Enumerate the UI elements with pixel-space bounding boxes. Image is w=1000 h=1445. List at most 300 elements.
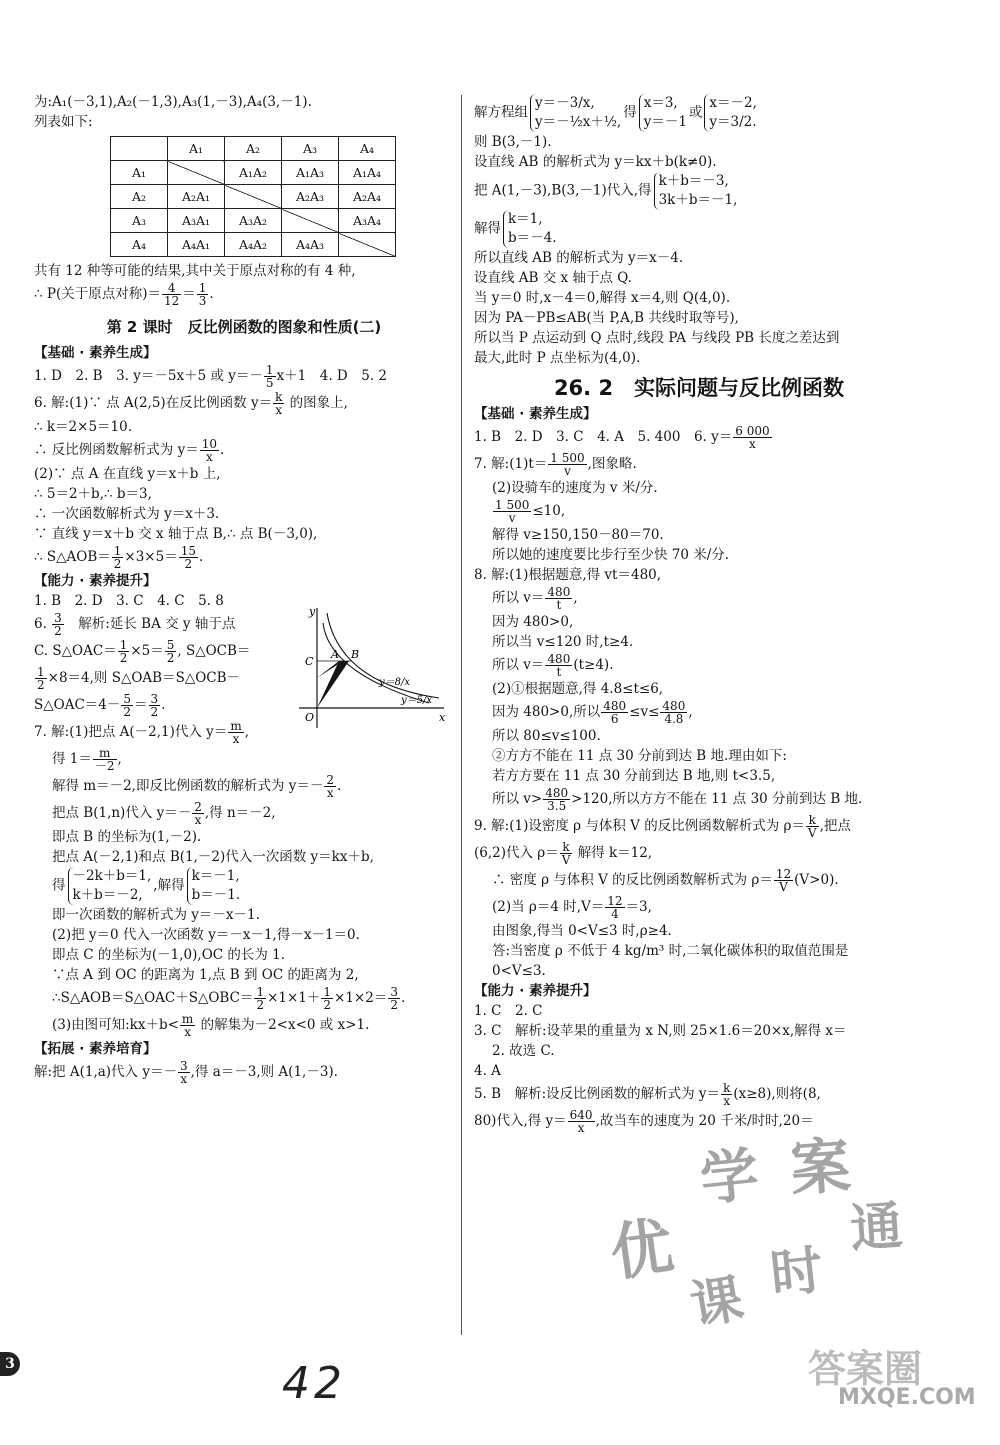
denominator: 5 — [265, 376, 274, 390]
text: 9. 解:(1)设密度 ρ 与体积 V 的反比例函数解析式为 ρ＝ — [474, 818, 805, 834]
text: ×5＝ — [130, 643, 164, 659]
text: 把 A(1,－3),B(3,－1)代入,得 — [474, 182, 652, 199]
stamp-char: 优 — [605, 1208, 678, 1290]
solution-line: 0<V≤3. — [492, 963, 546, 979]
numerator: 10 — [201, 437, 217, 451]
denominator: x — [577, 1121, 585, 1135]
denominator: 2 — [184, 557, 193, 571]
fraction — [112, 545, 124, 570]
fraction — [273, 391, 284, 416]
table-cell: A₂ — [111, 185, 168, 209]
text: 所以 v＝ — [492, 590, 545, 606]
solution-line: 解得 v≥150,150－80＝70. — [492, 527, 664, 543]
fraction — [601, 700, 628, 725]
fraction — [121, 693, 133, 718]
text-line: 列表如下: — [34, 114, 93, 130]
numerator: k — [275, 390, 283, 404]
text: 1. D 2. B 3. y＝－5x＋5 或 y＝－ — [34, 368, 263, 384]
text: 解得 k＝12, — [573, 845, 653, 861]
text: ∴ P(关于原点对称)＝ — [34, 286, 161, 302]
equation: y＝－3/x, — [535, 95, 595, 111]
text: 解得 — [474, 220, 501, 237]
table-row — [111, 233, 396, 257]
text: , — [117, 751, 122, 767]
fraction — [178, 1060, 190, 1085]
denominator: 2 — [54, 624, 62, 638]
hyperbola-graph — [289, 603, 449, 733]
table-cell: A₄ — [111, 233, 168, 257]
text: , — [244, 724, 249, 740]
numerator: 3 — [150, 692, 159, 706]
text: ＝3, — [625, 899, 652, 915]
table-cell: A₃A₄ — [339, 209, 396, 233]
text: ＝ — [182, 286, 196, 302]
text: 的图象上, — [285, 395, 348, 411]
watermark-logo: 答案圈 — [808, 1347, 923, 1391]
answer-line: 1. C 2. C — [474, 1003, 543, 1019]
text: ,解得 — [153, 877, 185, 894]
numerator: 3 — [179, 1059, 188, 1073]
solution-line — [34, 390, 454, 417]
text: , — [573, 590, 578, 606]
solution-line: ∴ 一次函数解析式为 y＝x＋3. — [34, 506, 220, 522]
equation-system — [654, 172, 738, 210]
text: (t≥4). — [573, 657, 614, 673]
numerator: 1 — [323, 985, 332, 999]
text: ,得 a＝－3,则 A(1,－3). — [190, 1064, 338, 1080]
denominator: 2 — [150, 705, 159, 719]
numerator: m — [181, 1012, 194, 1026]
fraction — [200, 438, 219, 463]
numerator: 3 — [390, 985, 398, 999]
table-cell: A₄A₁ — [168, 233, 225, 257]
fraction — [162, 282, 181, 307]
table-cell: A₄A₃ — [282, 233, 339, 257]
denominator: x — [184, 1025, 191, 1039]
numerator: m — [230, 719, 242, 733]
section-heading: 【基础 · 素养生成】 — [474, 406, 597, 422]
table-cell-diagonal — [282, 209, 339, 233]
equation: k＝1, — [508, 211, 543, 227]
fraction — [197, 282, 209, 307]
origin-label: O — [305, 711, 315, 724]
answer-line — [474, 424, 924, 451]
text: 因为 480>0,所以 — [492, 704, 601, 720]
curve-label-5: y＝5/x — [401, 695, 433, 706]
fraction — [118, 639, 130, 664]
equation: －2k＋b＝1, — [72, 868, 152, 884]
table-cell-diagonal — [168, 161, 225, 185]
solution-line: 设直线 AB 交 x 轴于点 Q. — [474, 270, 632, 286]
text: . — [161, 697, 166, 713]
denominator: x — [194, 813, 202, 827]
fraction — [774, 868, 793, 893]
text: ≤v≤ — [629, 704, 660, 720]
text: ∴ 反比例函数解析式为 y＝ — [34, 442, 199, 458]
denominator: 2 — [323, 998, 332, 1012]
solution-line: (2)∵ 点 A 在直线 y＝x＋b 上, — [34, 466, 221, 482]
equation: k＋b＝－2, — [72, 887, 143, 903]
solution-line: (2)把 y＝0 代入一次函数 y＝－x－1,得－x－1＝0. — [52, 927, 360, 943]
text: ,故当车的速度为 20 千米/时时,20＝ — [595, 1113, 814, 1129]
solution-line: 设直线 AB 的解析式为 y＝kx＋b(k≠0). — [474, 154, 717, 170]
numerator: 12 — [607, 894, 623, 908]
table-cell: A₁ — [111, 161, 168, 185]
text: ∴ S△AOB＝ — [34, 549, 111, 565]
text: 把点 B(1,n)代入 y＝－ — [52, 805, 192, 821]
solution-line: ∴ k＝2×5＝10. — [34, 419, 133, 435]
text: 得 — [623, 104, 637, 121]
point-b-label: B — [351, 648, 360, 661]
denominator: x — [275, 403, 283, 417]
outcome-table — [110, 136, 396, 257]
fraction — [733, 425, 771, 450]
denominator: t — [556, 598, 562, 612]
solution-line — [474, 699, 924, 726]
section-heading: 【能力 · 素养提升】 — [34, 573, 157, 589]
fraction — [324, 774, 336, 799]
fraction — [605, 895, 624, 920]
answer-line — [474, 1081, 924, 1108]
point-a-label: A — [331, 648, 339, 661]
table-cell: A₁A₄ — [339, 161, 396, 185]
denominator: x — [326, 786, 334, 800]
equation: 3k＋b＝－1, — [658, 192, 738, 208]
fraction — [543, 787, 570, 812]
text: 得 — [52, 877, 66, 894]
text: ∴ 密度 ρ 与体积 V 的反比例函数解析式为 ρ＝ — [492, 872, 773, 888]
denominator: v — [508, 511, 516, 525]
fraction — [548, 452, 586, 477]
text: 7. 解:(1)把点 A(－2,1)代入 y＝ — [34, 724, 228, 740]
solution-line — [474, 585, 924, 612]
table-cell: A₄ — [339, 137, 396, 161]
fraction — [806, 814, 819, 839]
solution-line: 所以当 P 点运动到 Q 点时,线段 PA 与线段 PB 长度之差达到 — [474, 330, 840, 346]
fraction — [321, 986, 333, 1011]
solution-line: 则 B(3,－1). — [474, 134, 552, 150]
page-number: 3 — [0, 1352, 20, 1376]
fraction — [721, 1082, 732, 1107]
text: (3)由图可知:kx＋b< — [52, 1017, 179, 1033]
fraction — [35, 666, 47, 691]
fraction — [165, 639, 177, 664]
equation-system — [187, 867, 241, 905]
equation: k＝－1, — [191, 868, 240, 884]
section-heading: 【拓展 · 素养培育】 — [34, 1041, 157, 1057]
equation: y＝－1 — [643, 114, 687, 130]
numerator: 1 — [113, 544, 122, 558]
lesson-title: 第 2 课时 反比例函数的图象和性质(二) — [106, 318, 382, 336]
solution-line — [34, 867, 454, 905]
denominator: 2 — [123, 705, 132, 719]
numerator: k — [723, 1081, 731, 1095]
solution-line — [34, 437, 454, 464]
answer-line: 4. A — [474, 1063, 501, 1079]
numerator: 480 — [603, 699, 627, 713]
table-cell: A₁ — [168, 137, 225, 161]
equation: y＝3/2. — [709, 114, 757, 130]
solution-line — [34, 1059, 454, 1086]
equation-system — [503, 210, 557, 248]
equation: x＝－2, — [709, 95, 757, 111]
answer-line — [474, 1108, 924, 1135]
text: 所以 v＝ — [492, 657, 545, 673]
solution-line — [474, 840, 924, 867]
numerator: 15 — [180, 544, 196, 558]
text: 得 1＝ — [52, 751, 92, 767]
text: >120,所以方方不能在 11 点 30 分前到达 B 地. — [571, 791, 863, 807]
denominator: －2 — [94, 759, 115, 773]
equation-system — [704, 94, 757, 132]
table-cell: A₁A₂ — [225, 161, 282, 185]
answer-line — [34, 363, 454, 390]
solution-line: ∵ 直线 y＝x＋b 交 x 轴于点 B,∴ 点 B(－3,0), — [34, 526, 318, 542]
text: ×1×1＋ — [267, 990, 321, 1006]
chapter-title: 26. 2 实际问题与反比例函数 — [553, 376, 845, 400]
text: (2)当 ρ＝4 时,V＝ — [492, 899, 605, 915]
equation: b＝－4. — [508, 230, 557, 246]
solution-line: 所以当 v≤120 时,t≥4. — [492, 634, 634, 650]
fraction — [149, 693, 161, 718]
solution-line: 把点 A(－2,1)和点 B(1,－2)代入一次函数 y＝kx＋b, — [52, 849, 374, 865]
solution-line: ∵点 A 到 OC 的距离为 1,点 B 到 OC 的距离为 2, — [52, 967, 359, 983]
solution-line: 答:当密度 ρ 不低于 4 kg/m³ 时,二氧化碳体积的取值范围是 — [492, 943, 849, 959]
numerator: 1 — [265, 363, 274, 377]
section-heading: 【能力 · 素养提升】 — [474, 983, 597, 999]
numerator: 1 500 — [550, 451, 585, 465]
text: ＝ — [134, 697, 148, 713]
stamp-char: 案 — [787, 1130, 853, 1205]
solution-line: 所以她的速度要比步行至少快 70 米/分. — [492, 547, 730, 563]
left-column — [34, 92, 454, 1086]
stamp-char: 课 — [685, 1267, 748, 1337]
fraction — [545, 586, 572, 611]
text-line: 为:A₁(－3,1),A₂(－1,3),A₃(1,－3),A₄(3,－1). — [34, 94, 312, 110]
denominator: v — [564, 464, 571, 478]
denominator: 2 — [390, 998, 398, 1012]
solution-line — [474, 172, 924, 210]
text: ,把点 — [819, 818, 851, 834]
stamp-char: 学 — [697, 1140, 762, 1214]
fraction — [179, 545, 198, 570]
solution-line: 8. 解:(1)根据题意,得 vt＝480, — [474, 567, 662, 583]
text: 1. B 2. D 3. C 4. A 5. 400 6. y＝ — [474, 429, 733, 445]
fraction — [560, 841, 573, 866]
text: (V>0). — [794, 872, 839, 888]
denominator: 3.5 — [547, 799, 567, 813]
equation-system — [639, 94, 687, 132]
right-column — [474, 92, 924, 1135]
text: (x≥8),则将(8, — [733, 1086, 821, 1102]
solution-line: 因为 PA－PB≤AB(当 P,A,B 共线时取等号), — [474, 310, 739, 326]
handwritten-number: 42 — [282, 1358, 346, 1409]
numerator: 12 — [775, 867, 792, 881]
column-divider — [461, 95, 462, 1335]
table-cell: A₁A₃ — [282, 161, 339, 185]
table-cell: A₂A₃ — [282, 185, 339, 209]
solution-line — [474, 498, 924, 525]
table-cell: A₃A₁ — [168, 209, 225, 233]
solution-line: 所以 80≤v≤100. — [492, 728, 601, 744]
denominator: 3 — [198, 294, 207, 308]
solution-line — [474, 652, 924, 679]
solution-line — [34, 544, 454, 571]
solution-line — [34, 773, 454, 800]
answer-line: 2. 故选 C. — [492, 1043, 555, 1059]
text: ,得 n＝－2, — [204, 805, 276, 821]
solution-line: 即点 C 的坐标为(－1,0),OC 的长为 1. — [52, 947, 286, 963]
solution-line: 即点 B 的坐标为(1,－2). — [52, 829, 202, 845]
stamp-char: 时 — [767, 1239, 826, 1306]
fraction — [192, 801, 204, 826]
numerator: 5 — [166, 638, 175, 652]
solution-line — [34, 985, 454, 1012]
fraction — [493, 499, 531, 524]
text: . — [337, 778, 342, 794]
denominator: 2 — [256, 998, 265, 1012]
text: 解:把 A(1,a)代入 y＝－ — [34, 1064, 177, 1080]
denominator: 2 — [119, 651, 128, 665]
text-line — [34, 281, 454, 308]
fraction — [568, 1109, 595, 1134]
table-cell — [111, 137, 168, 161]
solution-line — [474, 451, 924, 478]
text: , — [688, 704, 693, 720]
solution-line — [474, 894, 924, 921]
text: . — [209, 286, 214, 302]
solution-line: 因为 480>0, — [492, 614, 574, 630]
numerator: 480 — [545, 786, 569, 800]
solution-line: 最大,此时 P 点坐标为(4,0). — [474, 350, 641, 366]
denominator: 2 — [37, 678, 45, 692]
solution-line — [34, 746, 454, 773]
equation: x＝3, — [643, 95, 678, 111]
numerator: m — [93, 747, 117, 760]
numerator: 5 — [123, 692, 132, 706]
text: . — [198, 549, 204, 565]
table-row — [111, 161, 396, 185]
denominator: 4.8 — [664, 712, 684, 726]
table-cell-diagonal — [225, 185, 282, 209]
denominator: 4 — [611, 907, 619, 921]
text: 解得 m＝－2,即反比例函数的解析式为 y＝－ — [52, 778, 324, 794]
text: ×8＝4,则 S△OAB＝S△OCB－ — [47, 670, 241, 686]
solution-line — [34, 1012, 454, 1039]
solution-line — [474, 786, 924, 813]
numerator: 480 — [547, 585, 571, 599]
answer-line: 1. B 2. D 3. C 4. C 5. 8 — [34, 593, 224, 609]
x-label: x — [439, 711, 446, 724]
numerator: 1 — [198, 281, 207, 295]
denominator: t — [556, 665, 562, 679]
solution-line: 所以直线 AB 的解析式为 y＝x－4. — [474, 250, 684, 266]
stamp-char: 通 — [848, 1195, 905, 1260]
text: S△OAC＝4－ — [34, 697, 121, 713]
denominator: x — [749, 437, 756, 451]
numerator: 1 — [119, 638, 128, 652]
text: 解方程组 — [474, 104, 528, 121]
point-c-label: C — [305, 655, 314, 668]
solution-line — [474, 867, 924, 894]
solution-line: ∴ 5＝2＋b,∴ b＝3, — [34, 486, 152, 502]
text: 所以 v> — [492, 791, 543, 807]
denominator: 2 — [166, 651, 175, 665]
table-row — [111, 185, 396, 209]
denominator: 2 — [113, 557, 122, 571]
curve-label-8: y＝8/x — [379, 677, 411, 688]
solution-line: 当 y＝0 时,x－4＝0,解得 x＝4,则 Q(4,0). — [474, 290, 731, 306]
numerator: 480 — [547, 652, 571, 666]
solution-line: (2)设骑车的速度为 v 米/分. — [492, 480, 658, 496]
text: 6. 解:(1)∵ 点 A(2,5)在反比例函数 y＝ — [34, 395, 273, 411]
numerator: 6 000 — [735, 424, 770, 438]
solution-line: ②方方不能在 11 点 30 分前到达 B 地.理由如下: — [492, 748, 787, 764]
table-cell-diagonal — [339, 233, 396, 257]
table-cell: A₂ — [225, 137, 282, 161]
denominator: 12 — [164, 294, 180, 308]
text: 7. 解:(1)t＝ — [474, 456, 548, 472]
text-line: 共有 12 种等可能的结果,其中关于原点对称的有 4 种, — [34, 263, 356, 279]
denominator: x — [180, 1072, 188, 1086]
numerator: 1 — [256, 985, 265, 999]
table-cell: A₂A₄ — [339, 185, 396, 209]
equation-system — [530, 94, 621, 132]
solution-line: (2)①根据题意,得 4.8≤t≤6, — [492, 681, 664, 697]
solution-line — [474, 813, 924, 840]
numerator: 1 — [37, 665, 45, 679]
table-header-row — [111, 137, 396, 161]
denominator: x — [205, 450, 213, 464]
text: ≤10, — [532, 503, 566, 519]
fraction — [180, 1013, 195, 1038]
equation: k＋b＝－3, — [658, 173, 729, 189]
table-cell: A₃ — [282, 137, 339, 161]
watermark: MXQE.COM — [838, 1385, 976, 1410]
section-heading: 【基础 · 素养生成】 — [34, 345, 157, 361]
numerator: k — [560, 841, 573, 854]
numerator: 2 — [326, 773, 335, 787]
text: 6. — [34, 616, 52, 632]
denominator: x — [723, 1094, 731, 1108]
text: 或 — [688, 104, 703, 121]
fraction — [388, 986, 400, 1011]
answer-line: 3. C 解析:设苹果的重量为 x N,则 25×1.6＝20×x,解得 x＝ — [474, 1023, 847, 1039]
equation: y＝－½x＋½, — [535, 114, 622, 130]
numerator: 480 — [662, 699, 686, 713]
solution-line — [474, 210, 924, 248]
fraction — [660, 700, 687, 725]
text: . — [400, 990, 406, 1006]
table-row — [111, 209, 396, 233]
table-cell: A₃A₂ — [225, 209, 282, 233]
text: , S△OCB＝ — [177, 643, 251, 659]
text: ,图象略. — [587, 456, 637, 472]
text: 5. B 解析:设反比例函数的解析式为 y＝ — [474, 1086, 721, 1102]
numerator: k — [806, 814, 819, 827]
solution-line: 即一次函数的解析式为 y＝－x－1. — [52, 907, 260, 923]
equation-system — [68, 867, 152, 905]
fraction — [545, 653, 572, 678]
solution-block — [34, 605, 454, 724]
fraction — [228, 720, 243, 745]
fraction — [93, 747, 117, 772]
solution-line: 由图象,得当 0<V≤3 时,ρ≥4. — [492, 923, 672, 939]
text: C. S△OAC＝ — [34, 643, 117, 659]
text: . — [220, 442, 225, 458]
text: (6,2)代入 ρ＝ — [474, 845, 559, 861]
denominator: V — [561, 853, 571, 867]
